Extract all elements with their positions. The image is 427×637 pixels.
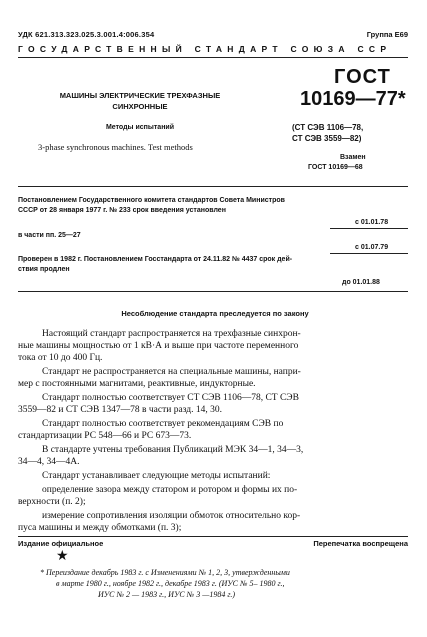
- title-english: 3-phase synchronous machines. Test methods: [38, 142, 193, 152]
- body-line: Стандарт не распространяется на специальные машины, напри-: [42, 367, 301, 377]
- reprint-prohibited-label: Перепечатка воспрещена: [313, 539, 408, 548]
- body-line: мер с постоянными магнитами, реактивные, индукторные.: [18, 379, 256, 389]
- edition-note: * Переиздание декабрь 1983 г. с Изменениями № 1, 2, 3, утвержденными: [40, 568, 290, 577]
- body-line: определение зазора между статором и ротором и формы их по-: [42, 485, 298, 495]
- decree-rule: [18, 186, 408, 187]
- footer-rule: [18, 536, 408, 537]
- body-line: Стандарт устанавливает следующие методы испытаний:: [42, 471, 271, 481]
- udk-code: УДК 621.313.323.025.3.001.4:006.354: [18, 30, 155, 39]
- sev-reference-2: СТ СЭВ 3559—82): [292, 134, 362, 143]
- noncompliance-notice: Несоблюдение стандарта преследуется по закону: [121, 309, 309, 318]
- gost-designation: [300, 66, 410, 110]
- state-standard-banner: ГОСУДАРСТВЕННЫЙ СТАНДАРТ СОЮЗА ССР: [18, 44, 392, 54]
- body-line: Стандарт полностью соответствует СТ СЭВ 1106—78, СТ СЭВ: [42, 393, 299, 403]
- decree-line: Проверен в 1982 г. Постановлением Госстандарта от 24.11.82 № 4437 срок дей-: [18, 256, 293, 263]
- title-methods: Методы испытаний: [105, 124, 175, 131]
- body-line: верхности (п. 2);: [18, 497, 86, 507]
- replaces-label: Взамен: [340, 154, 366, 161]
- body-line: пуса машины и между обмотками (п. 3);: [18, 523, 182, 533]
- body-line: Стандарт полностью соответствует рекомендациям СЭВ по: [42, 419, 284, 429]
- decree-line: СССР от 28 января 1977 г. № 233 срок введения установлен: [18, 207, 226, 214]
- body-line: 34—4, 34—4А.: [18, 457, 80, 467]
- star-icon: ★: [56, 549, 69, 564]
- replaces-value: ГОСТ 10169—68: [308, 164, 363, 171]
- gost-word: ГОСТ: [334, 66, 391, 88]
- edition-note: в марте 1980 г., ноябре 1982 г., декабре 1983 г. (ИУС № 5– 1980 г.,: [56, 579, 285, 588]
- official-edition-label: Издание официальное: [18, 539, 104, 548]
- date-rule: [330, 253, 408, 254]
- title-line-1: МАШИНЫ ЭЛЕКТРИЧЕСКИЕ ТРЕХФАЗНЫЕ: [59, 91, 221, 100]
- decree-date: с 01.07.79: [355, 244, 389, 251]
- sev-reference-1: (СТ СЭВ 1106—78,: [292, 123, 364, 132]
- header-rule: [18, 57, 408, 58]
- decree-line: в части пп. 25—27: [18, 232, 81, 239]
- body-line: Настоящий стандарт распространяется на трехфазные синхрон-: [42, 329, 301, 339]
- decree-date: с 01.01.78: [355, 219, 389, 226]
- body-line: В стандарте учтены требования Публикаций МЭК 34—1, 34—3,: [42, 445, 304, 455]
- body-line: 3559—82 и СТ СЭВ 1347—78 в части разд. 14, 30.: [18, 405, 222, 415]
- body-line: стандартизации РС 548—66 и РС 673—73.: [18, 431, 192, 441]
- group-code: Группа Е69: [366, 30, 408, 39]
- gost-number: 10169—77*: [300, 88, 406, 110]
- decree-bottom-rule: [18, 291, 408, 292]
- body-line: ные машины мощностью от 1 кВ·А и выше при частоте переменного: [18, 341, 299, 351]
- body-line: измерение сопротивления изоляции обмоток относительно кор-: [42, 511, 301, 521]
- decree-line: ствия продлен: [18, 266, 70, 273]
- decree-line: Постановлением Государственного комитета стандартов Совета Министров: [18, 197, 285, 204]
- edition-note: ИУС № 2 — 1983 г., ИУС № 3 —1984 г.): [98, 590, 235, 599]
- date-rule: [330, 228, 408, 229]
- standard-title: [40, 90, 240, 112]
- body-line: тока от 10 до 400 Гц.: [18, 353, 103, 363]
- title-line-2: СИНХРОННЫЕ: [112, 102, 168, 111]
- decree-date: до 01.01.88: [342, 279, 380, 286]
